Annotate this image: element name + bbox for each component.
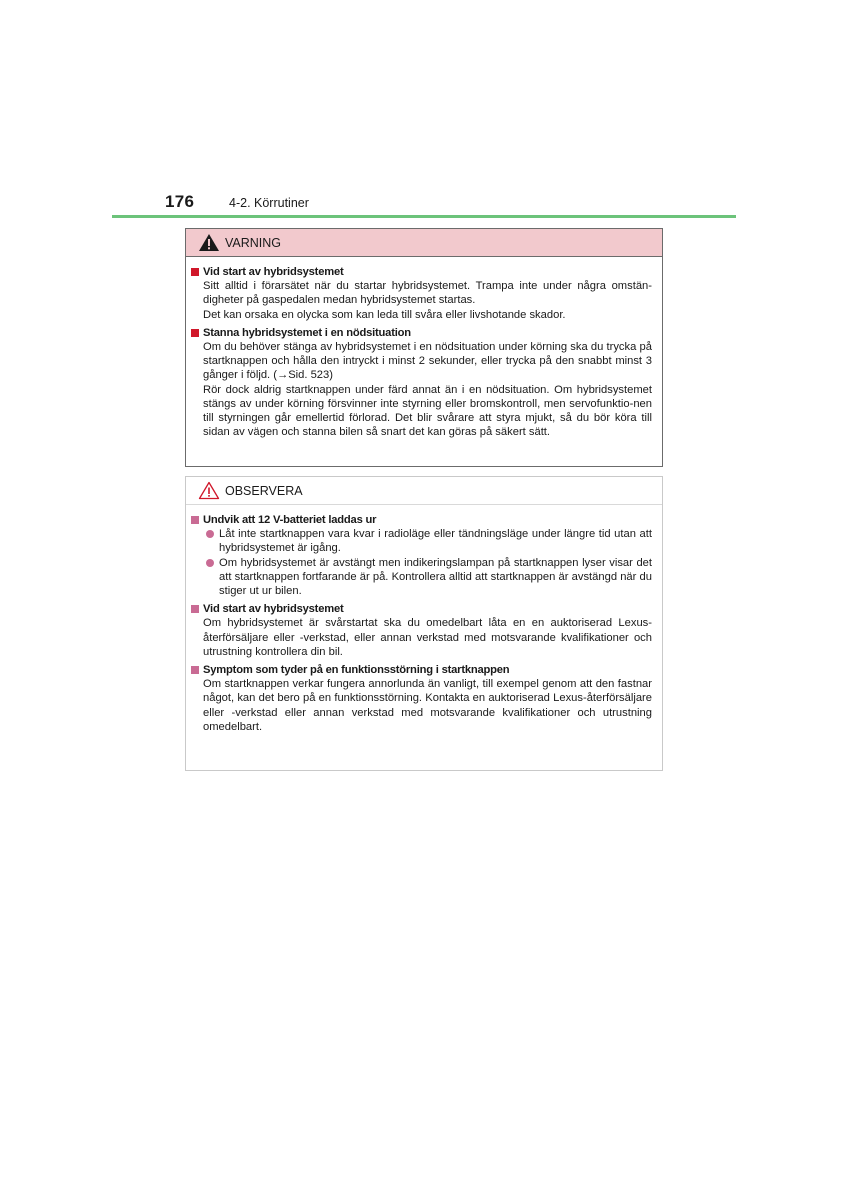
item-paragraph: Om hybridsystemet är svårstartat ska du omedelbart låta en en auktoriserad Lexus-återförsäljare eller -verkstad, eller annan verkstad med motsvarande kvalifikationer och utrustning kontrollera din bil. — [203, 617, 652, 658]
caution-body — [186, 505, 662, 734]
item-title-text: Undvik att 12 V-batteriet laddas ur — [203, 514, 377, 526]
warning-item — [190, 265, 652, 322]
item-paragraph: Det kan orsaka en olycka som kan leda till svåra eller livshotande skador. — [203, 308, 566, 321]
item-title — [190, 513, 652, 527]
caution-header — [186, 477, 662, 505]
square-bullet-icon — [191, 268, 199, 276]
page-number: 176 — [165, 192, 195, 211]
item-paragraph: Rör dock aldrig startknappen under färd annat än i en nödsituation. Om hybridsystemet stängs av under körning försvinner inte styrning eller bromskontroll, men servofunktio-nen till styrningen går emellertid förlorad. Det blir svårare att styra mjukt, så du bör köra till sidan av vägen och stanna bilen så snart det kan göras på säkert sätt. — [203, 383, 652, 439]
item-paragraph: Om du behöver stänga av hybridsystemet i en nödsituation under körning ska du trycka på startknappen och hålla den intryckt i minst 2 sekunder, eller trycka på den snabbt minst 3 gånger i följd. (→Sid. 523) — [203, 341, 652, 382]
warning-title: VARNING — [225, 235, 282, 250]
list-item — [190, 527, 652, 555]
caution-item — [190, 513, 652, 598]
item-paragraph: Sitt alltid i förarsätet när du startar hybridsystemet. Trampa inte under några omstän-digheter på gaspedalen medan hybridsystemet startas. — [203, 280, 652, 307]
caution-triangle-icon — [198, 481, 220, 500]
item-title-text: Vid start av hybridsystemet — [203, 266, 344, 278]
page-header — [112, 190, 736, 218]
caution-item — [190, 663, 652, 734]
square-bullet-icon — [191, 516, 199, 524]
bullet-text: Låt inte startknappen vara kvar i radioläge eller tändningsläge under längre tid utan att hybridsystemet är igång. — [219, 528, 652, 555]
item-title — [190, 663, 652, 677]
item-title — [190, 326, 652, 340]
item-paragraph: Om startknappen verkar fungera annorlunda än vanligt, till exempel genom att den fastnar något, kan det bero på en funktionsstörning. Kontakta en auktoriserad Lexus-återförsäljare eller -verkstad eller annan verkstad med motsvarande kvalifikationer och utrustning omedelbart. — [203, 678, 652, 733]
warning-triangle-icon — [198, 233, 220, 252]
square-bullet-icon — [191, 329, 199, 337]
warning-body — [186, 257, 662, 439]
header-rule — [112, 215, 736, 218]
item-title-text: Stanna hybridsystemet i en nödsituation — [203, 326, 411, 339]
round-bullet-icon — [206, 559, 214, 567]
list-item — [190, 556, 652, 599]
warning-header — [186, 229, 662, 257]
caution-item — [190, 602, 652, 659]
item-title-text: Symptom som tyder på en funktionsstörning i startknappen — [203, 664, 510, 677]
square-bullet-icon — [191, 605, 199, 613]
section-title: 4-2. Körrutiner — [229, 196, 309, 210]
item-title-text: Vid start av hybridsystemet — [203, 603, 344, 616]
item-title — [190, 602, 652, 616]
item-title — [190, 265, 652, 279]
caution-box — [185, 476, 663, 771]
bullet-text: Om hybridsystemet är avstängt men indikeringslampan på startknappen lyser visar det att startknappen fortfarande är på. Kontrollera alltid att startknappen är avstängd när du stiger ut ur bilen. — [219, 556, 652, 598]
caution-title: OBSERVERA — [225, 483, 303, 498]
warning-box — [185, 228, 663, 467]
round-bullet-icon — [206, 530, 214, 538]
warning-item — [190, 326, 652, 440]
square-bullet-icon — [191, 666, 199, 674]
